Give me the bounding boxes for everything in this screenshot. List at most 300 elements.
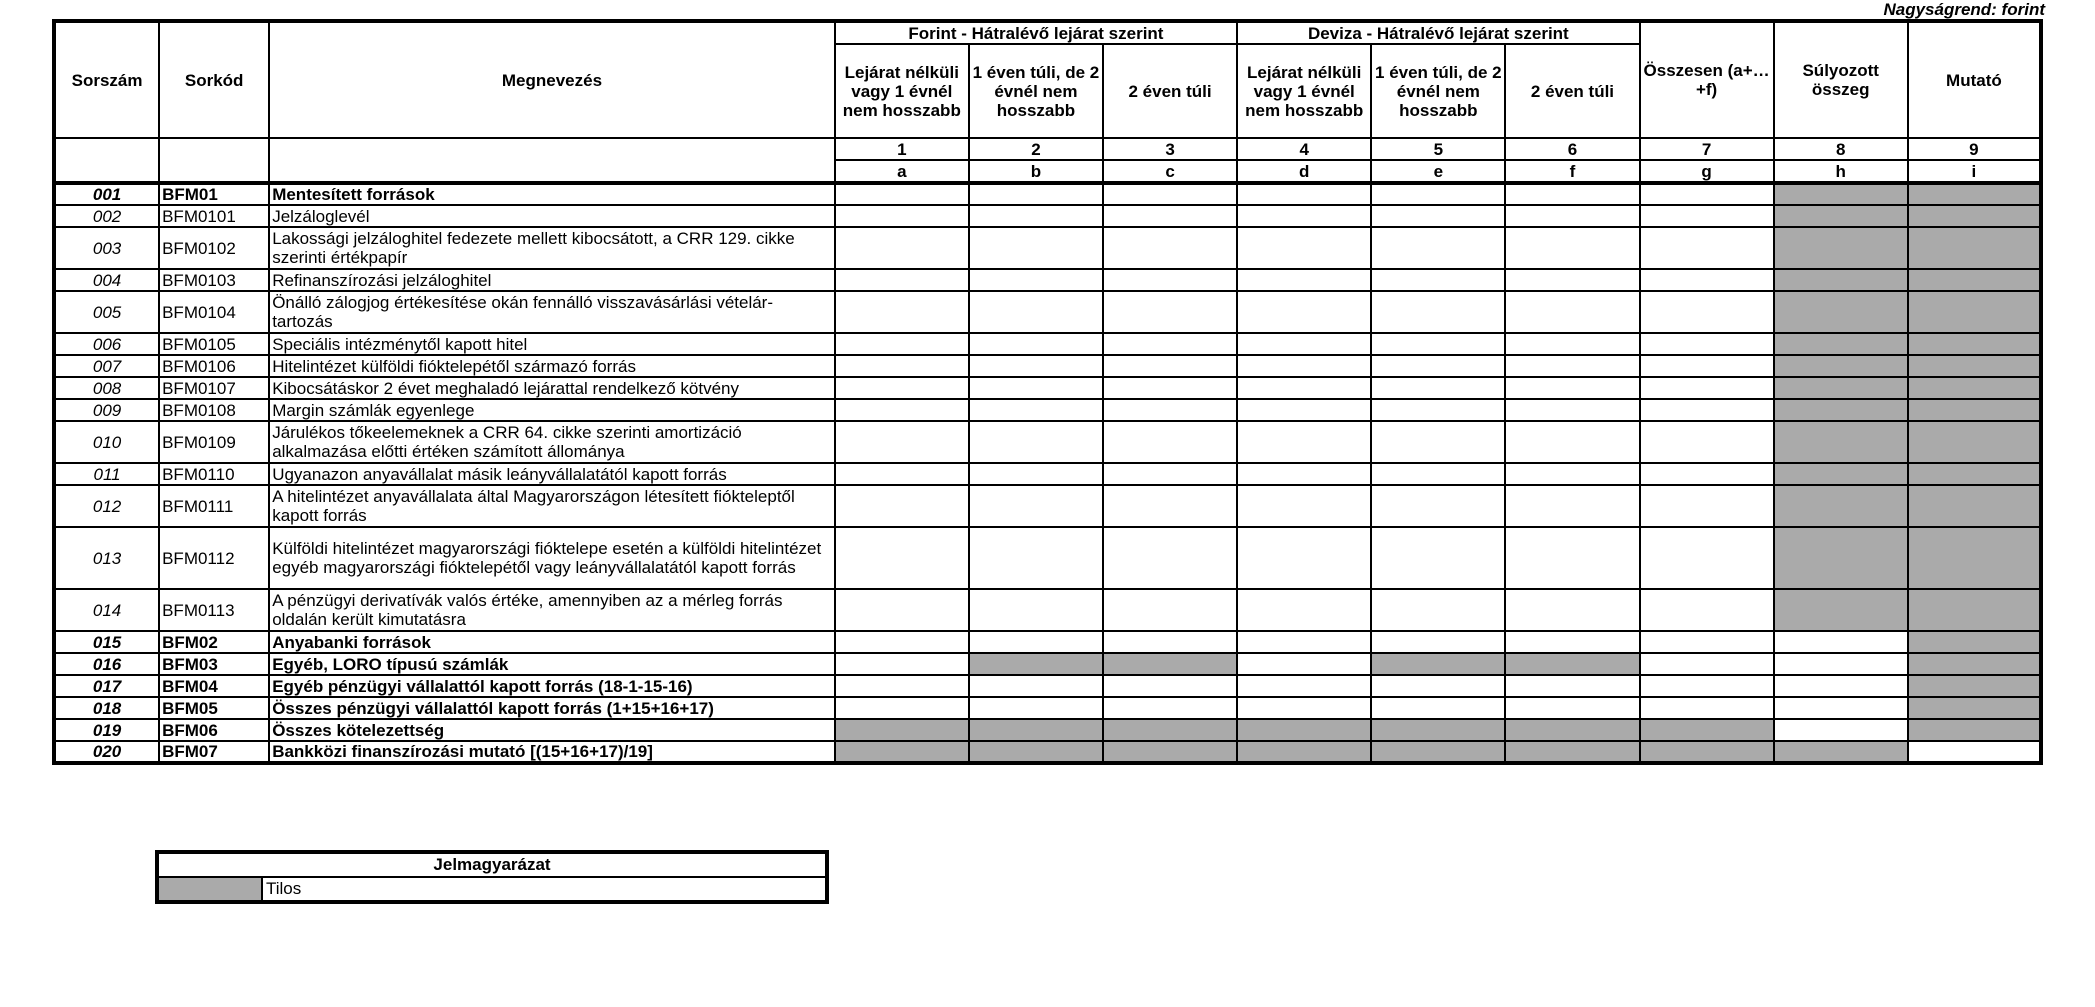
header-col-4: Lejárat nélküli vagy 1 évnél nem hosszabb [1237, 44, 1371, 138]
value-cell[interactable] [1774, 697, 1908, 719]
column-letter: i [1908, 160, 2041, 183]
value-cell[interactable] [1774, 719, 1908, 741]
header-col-3: 2 éven túli [1103, 44, 1237, 138]
value-cell[interactable] [1640, 269, 1774, 291]
disabled-cell [1774, 463, 1908, 485]
table-row [54, 205, 2041, 227]
row-name: Összes pénzügyi vállalattól kapott forrás (1+15+16+17) [269, 697, 835, 719]
value-cell[interactable] [1103, 485, 1237, 527]
disabled-cell [1774, 227, 1908, 269]
value-cell[interactable] [1103, 697, 1237, 719]
value-cell[interactable] [1103, 355, 1237, 377]
value-cell[interactable] [1371, 377, 1505, 399]
row-code: BFM0106 [159, 355, 269, 377]
value-cell[interactable] [1505, 377, 1639, 399]
value-cell[interactable] [1103, 291, 1237, 333]
value-cell[interactable] [1640, 333, 1774, 355]
disabled-cell [1774, 333, 1908, 355]
disabled-cell [1505, 653, 1639, 675]
table-row [54, 463, 2041, 485]
table-row [54, 183, 2041, 205]
value-cell[interactable] [1640, 527, 1774, 589]
value-cell[interactable] [1640, 589, 1774, 631]
value-cell[interactable] [835, 333, 969, 355]
row-number: 005 [54, 291, 159, 333]
value-cell[interactable] [1640, 653, 1774, 675]
value-cell[interactable] [1103, 675, 1237, 697]
value-cell[interactable] [1103, 527, 1237, 589]
row-code: BFM0104 [159, 291, 269, 333]
disabled-cell [1371, 719, 1505, 741]
row-number: 015 [54, 631, 159, 653]
disabled-cell [1908, 589, 2041, 631]
value-cell[interactable] [969, 527, 1103, 589]
disabled-cell [1774, 355, 1908, 377]
value-cell[interactable] [1505, 421, 1639, 463]
value-cell[interactable] [1640, 485, 1774, 527]
row-number: 011 [54, 463, 159, 485]
disabled-cell [1774, 741, 1908, 763]
row-code: BFM0107 [159, 377, 269, 399]
row-number: 014 [54, 589, 159, 631]
value-cell[interactable] [1103, 333, 1237, 355]
disabled-cell [1908, 631, 2041, 653]
row-code: BFM07 [159, 741, 269, 763]
report-table [52, 19, 2043, 765]
value-cell[interactable] [1505, 697, 1639, 719]
row-code: BFM0111 [159, 485, 269, 527]
disabled-cell [1908, 675, 2041, 697]
header-blank [159, 138, 269, 183]
disabled-cell [1774, 183, 1908, 205]
value-cell[interactable] [969, 269, 1103, 291]
disabled-cell [1774, 291, 1908, 333]
column-number: 6 [1505, 138, 1639, 160]
row-name: Összes kötelezettség [269, 719, 835, 741]
disabled-cell [1103, 741, 1237, 763]
value-cell[interactable] [1237, 653, 1371, 675]
column-number: 5 [1371, 138, 1505, 160]
value-cell[interactable] [1371, 631, 1505, 653]
table-row [54, 333, 2041, 355]
header-col-2: 1 éven túli, de 2 évnél nem hosszabb [969, 44, 1103, 138]
value-cell[interactable] [1371, 355, 1505, 377]
row-name: Egyéb, LORO típusú számlák [269, 653, 835, 675]
column-number: 7 [1640, 138, 1774, 160]
value-cell[interactable] [969, 377, 1103, 399]
value-cell[interactable] [835, 631, 969, 653]
value-cell[interactable] [835, 377, 969, 399]
value-cell[interactable] [1640, 377, 1774, 399]
column-number: 8 [1774, 138, 1908, 160]
value-cell[interactable] [1640, 421, 1774, 463]
disabled-cell [1908, 697, 2041, 719]
value-cell[interactable] [835, 269, 969, 291]
column-number: 1 [835, 138, 969, 160]
row-number: 001 [54, 183, 159, 205]
row-name: Anyabanki források [269, 631, 835, 653]
disabled-cell [1774, 399, 1908, 421]
table-row [54, 675, 2041, 697]
column-letter: d [1237, 160, 1371, 183]
value-cell[interactable] [1505, 675, 1639, 697]
row-number: 017 [54, 675, 159, 697]
row-name: Kibocsátáskor 2 évet meghaladó lejárattal rendelkező kötvény [269, 377, 835, 399]
value-cell[interactable] [1103, 269, 1237, 291]
value-cell[interactable] [1237, 631, 1371, 653]
table-row [54, 355, 2041, 377]
legend-table [155, 850, 829, 904]
value-cell[interactable] [1371, 183, 1505, 205]
value-cell[interactable] [1640, 697, 1774, 719]
column-letter: e [1371, 160, 1505, 183]
value-cell[interactable] [1505, 485, 1639, 527]
value-cell[interactable] [1103, 183, 1237, 205]
value-cell[interactable] [835, 355, 969, 377]
column-number: 2 [969, 138, 1103, 160]
row-code: BFM0103 [159, 269, 269, 291]
disabled-cell [1908, 421, 2041, 463]
disabled-cell [1371, 741, 1505, 763]
value-cell[interactable] [1371, 269, 1505, 291]
value-cell[interactable] [969, 355, 1103, 377]
row-name: Hitelintézet külföldi fióktelepétől származó forrás [269, 355, 835, 377]
row-code: BFM0112 [159, 527, 269, 589]
row-number: 008 [54, 377, 159, 399]
row-code: BFM0108 [159, 399, 269, 421]
header-megnevezes: Megnevezés [269, 21, 835, 138]
header-col-6: 2 éven túli [1505, 44, 1639, 138]
column-letter: h [1774, 160, 1908, 183]
row-name: A hitelintézet anyavállalata által Magyarországon létesített fiókteleptől kapott forrás [269, 485, 835, 527]
row-name: Külföldi hitelintézet magyarországi fióktelepe esetén a külföldi hitelintézet egyéb magyarországi fióktelepétől vagy leányvállalatától kapott forrás [269, 527, 835, 589]
row-code: BFM0110 [159, 463, 269, 485]
column-letter: a [835, 160, 969, 183]
value-cell[interactable] [1371, 675, 1505, 697]
column-letter: f [1505, 160, 1639, 183]
value-cell[interactable] [1505, 183, 1639, 205]
value-cell[interactable] [1371, 399, 1505, 421]
value-cell[interactable] [1237, 291, 1371, 333]
row-code: BFM04 [159, 675, 269, 697]
header-sorkod: Sorkód [159, 21, 269, 138]
value-cell[interactable] [1237, 421, 1371, 463]
table-row [54, 719, 2041, 741]
header-col-9: Mutató [1908, 21, 2041, 138]
value-cell[interactable] [969, 227, 1103, 269]
row-name: Egyéb pénzügyi vállalattól kapott forrás (18-1-15-16) [269, 675, 835, 697]
column-letter: c [1103, 160, 1237, 183]
value-cell[interactable] [969, 291, 1103, 333]
disabled-cell [969, 653, 1103, 675]
value-cell[interactable] [1640, 291, 1774, 333]
disabled-cell [1237, 741, 1371, 763]
disabled-cell [1908, 719, 2041, 741]
disabled-cell [1908, 653, 2041, 675]
row-name: Lakossági jelzáloghitel fedezete mellett kibocsátott, a CRR 129. cikke szerinti értékpapír [269, 227, 835, 269]
value-cell[interactable] [1640, 399, 1774, 421]
value-cell[interactable] [1103, 205, 1237, 227]
header-col-5: 1 éven túli, de 2 évnél nem hosszabb [1371, 44, 1505, 138]
value-cell[interactable] [1237, 527, 1371, 589]
table-row [54, 269, 2041, 291]
row-number: 003 [54, 227, 159, 269]
disabled-cell [1640, 719, 1774, 741]
table-row [54, 631, 2041, 653]
value-cell[interactable] [835, 589, 969, 631]
value-cell[interactable] [1640, 205, 1774, 227]
column-number: 4 [1237, 138, 1371, 160]
value-cell[interactable] [1640, 631, 1774, 653]
disabled-cell [835, 741, 969, 763]
disabled-cell [1908, 333, 2041, 355]
value-cell[interactable] [1237, 589, 1371, 631]
value-cell[interactable] [1103, 631, 1237, 653]
header-col-8: Súlyozott összeg [1774, 21, 1908, 138]
value-cell[interactable] [1774, 631, 1908, 653]
row-number: 010 [54, 421, 159, 463]
header-col-1: Lejárat nélküli vagy 1 évnél nem hosszabb [835, 44, 969, 138]
value-cell[interactable] [1237, 183, 1371, 205]
value-cell[interactable] [1237, 269, 1371, 291]
value-cell[interactable] [1237, 227, 1371, 269]
row-number: 002 [54, 205, 159, 227]
value-cell[interactable] [1505, 227, 1639, 269]
header-col-7: Összesen (a+…+f) [1640, 21, 1774, 138]
disabled-cell [1505, 741, 1639, 763]
disabled-cell [1908, 269, 2041, 291]
value-cell[interactable] [1774, 653, 1908, 675]
value-cell[interactable] [835, 653, 969, 675]
row-name: Ugyanazon anyavállalat másik leányvállalatától kapott forrás [269, 463, 835, 485]
table-row [54, 697, 2041, 719]
disabled-cell [1908, 527, 2041, 589]
column-number: 9 [1908, 138, 2041, 160]
disabled-cell [1908, 355, 2041, 377]
value-cell[interactable] [1505, 269, 1639, 291]
value-cell[interactable] [1103, 421, 1237, 463]
value-cell[interactable] [1237, 377, 1371, 399]
table-row [54, 589, 2041, 631]
disabled-cell [1237, 719, 1371, 741]
disabled-cell [1774, 421, 1908, 463]
value-cell[interactable] [1237, 697, 1371, 719]
row-code: BFM01 [159, 183, 269, 205]
value-cell[interactable] [1371, 227, 1505, 269]
row-code: BFM05 [159, 697, 269, 719]
value-cell[interactable] [1640, 227, 1774, 269]
table-row [54, 653, 2041, 675]
row-name: Margin számlák egyenlege [269, 399, 835, 421]
row-number: 007 [54, 355, 159, 377]
value-cell[interactable] [1908, 741, 2041, 763]
value-cell[interactable] [1505, 399, 1639, 421]
value-cell[interactable] [835, 227, 969, 269]
row-number: 020 [54, 741, 159, 763]
row-name: A pénzügyi derivatívák valós értéke, amennyiben az a mérleg forrás oldalán került kimutatásra [269, 589, 835, 631]
disabled-cell [1908, 399, 2041, 421]
value-cell[interactable] [1237, 463, 1371, 485]
value-cell[interactable] [1505, 355, 1639, 377]
value-cell[interactable] [969, 589, 1103, 631]
disabled-cell [1774, 527, 1908, 589]
table-row [54, 741, 2041, 763]
row-number: 012 [54, 485, 159, 527]
value-cell[interactable] [1505, 527, 1639, 589]
row-code: BFM0101 [159, 205, 269, 227]
value-cell[interactable] [1505, 205, 1639, 227]
row-number: 004 [54, 269, 159, 291]
value-cell[interactable] [1371, 291, 1505, 333]
row-code: BFM0105 [159, 333, 269, 355]
value-cell[interactable] [969, 631, 1103, 653]
value-cell[interactable] [1371, 421, 1505, 463]
disabled-cell [1505, 719, 1639, 741]
value-cell[interactable] [1103, 377, 1237, 399]
disabled-cell [1908, 227, 2041, 269]
value-cell[interactable] [835, 485, 969, 527]
value-cell[interactable] [835, 421, 969, 463]
value-cell[interactable] [1237, 675, 1371, 697]
value-cell[interactable] [1237, 399, 1371, 421]
row-number: 019 [54, 719, 159, 741]
disabled-cell [969, 719, 1103, 741]
value-cell[interactable] [1371, 697, 1505, 719]
legend-label-tilos: Tilos [262, 877, 827, 902]
row-code: BFM03 [159, 653, 269, 675]
value-cell[interactable] [969, 675, 1103, 697]
value-cell[interactable] [835, 183, 969, 205]
row-code: BFM02 [159, 631, 269, 653]
header-sorszam: Sorszám [54, 21, 159, 138]
column-number: 3 [1103, 138, 1237, 160]
value-cell[interactable] [969, 183, 1103, 205]
value-cell[interactable] [969, 205, 1103, 227]
disabled-cell [1908, 183, 2041, 205]
table-row [54, 485, 2041, 527]
value-cell[interactable] [1237, 333, 1371, 355]
value-cell[interactable] [1640, 183, 1774, 205]
disabled-cell [1774, 205, 1908, 227]
disabled-cell [1371, 653, 1505, 675]
disabled-cell [1640, 741, 1774, 763]
disabled-cell [1774, 269, 1908, 291]
legend-title: Jelmagyarázat [157, 852, 827, 877]
table-row [54, 527, 2041, 589]
value-cell[interactable] [1505, 463, 1639, 485]
legend-swatch-gray [157, 877, 262, 902]
value-cell[interactable] [1371, 589, 1505, 631]
value-cell[interactable] [1774, 675, 1908, 697]
row-code: BFM0102 [159, 227, 269, 269]
value-cell[interactable] [969, 697, 1103, 719]
value-cell[interactable] [1371, 333, 1505, 355]
header-blank [54, 138, 159, 183]
value-cell[interactable] [1505, 589, 1639, 631]
table-row [54, 291, 2041, 333]
row-name: Önálló zálogjog értékesítése okán fennálló visszavásárlási vételár-tartozás [269, 291, 835, 333]
row-name: Járulékos tőkeelemeknek a CRR 64. cikke szerinti amortizáció alkalmazása előtti értéken számított állománya [269, 421, 835, 463]
row-name: Jelzáloglevél [269, 205, 835, 227]
disabled-cell [1103, 653, 1237, 675]
row-name: Speciális intézménytől kapott hitel [269, 333, 835, 355]
value-cell[interactable] [1103, 589, 1237, 631]
disabled-cell [1774, 589, 1908, 631]
column-letter: b [969, 160, 1103, 183]
value-cell[interactable] [1103, 463, 1237, 485]
header-blank [269, 138, 835, 183]
table-row [54, 377, 2041, 399]
column-letter: g [1640, 160, 1774, 183]
disabled-cell [1103, 719, 1237, 741]
value-cell[interactable] [835, 527, 969, 589]
disabled-cell [969, 741, 1103, 763]
row-name: Mentesített források [269, 183, 835, 205]
value-cell[interactable] [1505, 631, 1639, 653]
value-cell[interactable] [1371, 205, 1505, 227]
disabled-cell [1908, 205, 2041, 227]
value-cell[interactable] [1237, 355, 1371, 377]
row-code: BFM0113 [159, 589, 269, 631]
row-number: 018 [54, 697, 159, 719]
value-cell[interactable] [835, 675, 969, 697]
table-body [54, 183, 2041, 763]
value-cell[interactable] [1371, 485, 1505, 527]
value-cell[interactable] [1505, 291, 1639, 333]
value-cell[interactable] [969, 463, 1103, 485]
value-cell[interactable] [969, 485, 1103, 527]
table-row [54, 227, 2041, 269]
value-cell[interactable] [1237, 485, 1371, 527]
disabled-cell [1908, 291, 2041, 333]
row-number: 009 [54, 399, 159, 421]
header-group-deviza: Deviza - Hátralévő lejárat szerint [1237, 21, 1639, 44]
value-cell[interactable] [835, 463, 969, 485]
table-row [54, 399, 2041, 421]
disabled-cell [1774, 377, 1908, 399]
row-number: 016 [54, 653, 159, 675]
value-cell[interactable] [969, 399, 1103, 421]
value-cell[interactable] [1505, 333, 1639, 355]
row-name: Refinanszírozási jelzáloghitel [269, 269, 835, 291]
value-cell[interactable] [1237, 205, 1371, 227]
unit-label: Nagyságrend: forint [1883, 0, 2045, 19]
value-cell[interactable] [1640, 463, 1774, 485]
value-cell[interactable] [1371, 463, 1505, 485]
disabled-cell [1908, 377, 2041, 399]
header-group-forint: Forint - Hátralévő lejárat szerint [835, 21, 1237, 44]
row-number: 006 [54, 333, 159, 355]
value-cell[interactable] [1371, 527, 1505, 589]
value-cell[interactable] [969, 421, 1103, 463]
value-cell[interactable] [1103, 399, 1237, 421]
value-cell[interactable] [835, 697, 969, 719]
row-code: BFM06 [159, 719, 269, 741]
row-code: BFM0109 [159, 421, 269, 463]
table-row [54, 421, 2041, 463]
disabled-cell [1908, 463, 2041, 485]
value-cell[interactable] [1640, 675, 1774, 697]
value-cell[interactable] [1103, 227, 1237, 269]
disabled-cell [1774, 485, 1908, 527]
value-cell[interactable] [835, 205, 969, 227]
disabled-cell [1908, 485, 2041, 527]
value-cell[interactable] [835, 291, 969, 333]
disabled-cell [835, 719, 969, 741]
value-cell[interactable] [835, 399, 969, 421]
value-cell[interactable] [969, 333, 1103, 355]
value-cell[interactable] [1640, 355, 1774, 377]
